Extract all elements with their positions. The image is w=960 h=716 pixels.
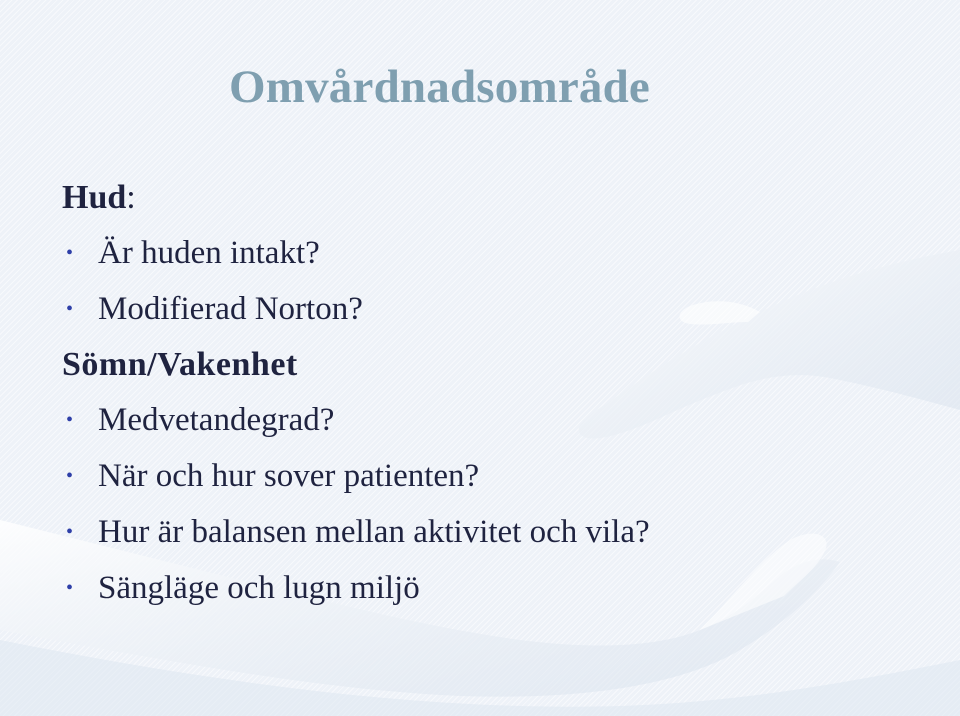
bullet-text: Hur är balansen mellan aktivitet och vila?	[98, 514, 650, 550]
section-heading-skin-colon: :	[126, 179, 136, 216]
slide-title: Omvårdnadsområde	[229, 61, 650, 113]
bullet-dot-icon: •	[66, 409, 74, 431]
bullet-item	[62, 560, 942, 616]
bullet-text: När och hur sover patienten?	[98, 458, 480, 494]
section-heading-skin	[62, 170, 942, 225]
bullet-item	[62, 392, 942, 448]
bullet-item	[62, 504, 942, 560]
bullet-dot-icon: •	[66, 242, 74, 264]
section-heading-skin-text: Hud	[62, 179, 127, 216]
bullet-text: Modifierad Norton?	[98, 291, 363, 327]
bullet-item	[62, 225, 942, 281]
bullet-text: Är huden intakt?	[98, 235, 320, 271]
bullet-dot-icon: •	[66, 521, 74, 543]
bullet-text: Medvetandegrad?	[98, 402, 335, 438]
section-heading-sleep: Sömn/Vakenhet	[62, 346, 298, 383]
slide-content	[62, 170, 942, 616]
bullet-item	[62, 281, 942, 337]
bullet-item	[62, 448, 942, 504]
bullet-dot-icon: •	[66, 465, 74, 487]
bullet-dot-icon: •	[66, 577, 74, 599]
bullet-dot-icon: •	[66, 298, 74, 320]
bullet-text: Sängläge och lugn miljö	[98, 570, 420, 606]
